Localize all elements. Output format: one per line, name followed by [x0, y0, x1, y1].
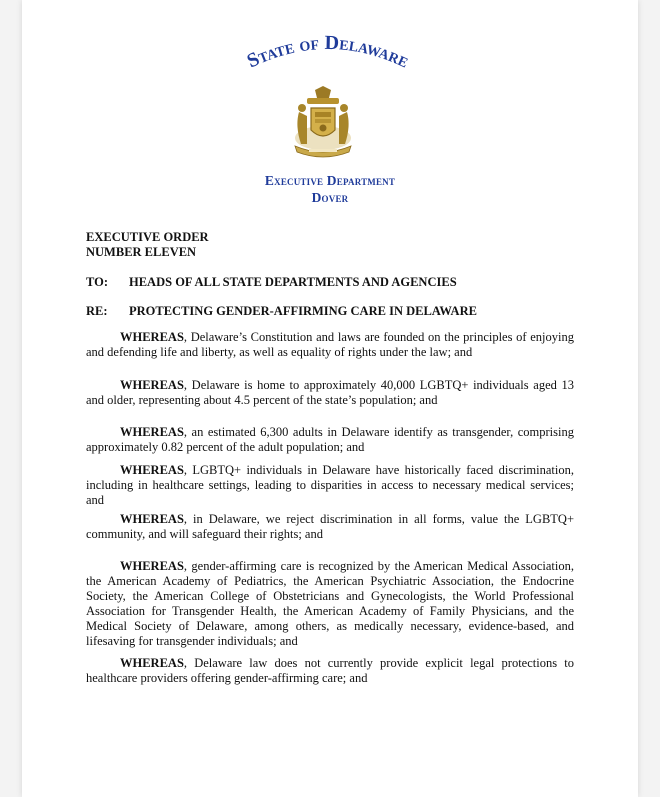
- whereas-text: , an estimated 6,300 adults in Delaware identify as transgender, comprising approximately 0.82 percent of the adult population; and: [86, 425, 574, 454]
- city-heading: Dover: [311, 190, 349, 205]
- whereas-lead: WHEREAS: [120, 330, 184, 344]
- re-label: RE:: [86, 304, 108, 318]
- whereas-lead: WHEREAS: [120, 378, 184, 392]
- whereas-lead: WHEREAS: [120, 425, 184, 439]
- whereas-paragraph: [86, 378, 574, 408]
- svg-text:State of Delaware: [244, 32, 413, 73]
- state-title: [208, 18, 448, 88]
- whereas-text: , Delaware is home to approximately 40,000 LGBTQ+ individuals aged 13 and older, representing about 4.5 percent of the state’s population; and: [86, 378, 574, 407]
- whereas-paragraph: [86, 656, 574, 686]
- whereas-paragraph: [86, 330, 574, 360]
- whereas-paragraph: [86, 512, 574, 542]
- executive-department-heading: Executive Department: [264, 173, 396, 188]
- to-line: [86, 275, 457, 290]
- whereas-lead: WHEREAS: [120, 512, 184, 526]
- whereas-text: , Delaware’s Constitution and laws are founded on the principles of enjoying and defending life and liberty, as well as equality of rights under the law; and: [86, 330, 574, 359]
- whereas-text: , gender-affirming care is recognized by the American Medical Association, the American Academy of Pediatrics, the American Psychiatric Association, the Endocrine Society, the American College of Obstetricians and Gynecologists, the World Professional Association for Transgender Health, the American Academy of Family Physicians, and the Medical Society of Delaware, among others, as medically necessary, evidence-based, and lifesaving for transgender individuals; and: [86, 559, 574, 648]
- whereas-paragraph: [86, 425, 574, 455]
- whereas-text: , in Delaware, we reject discrimination in all forms, value the LGBTQ+ community, and will safeguard their rights; and: [86, 512, 574, 541]
- whereas-text: , LGBTQ+ individuals in Delaware have historically faced discrimination, including in healthcare settings, leading to disparities in access to necessary medical services; and: [86, 463, 574, 507]
- to-value: HEADS OF ALL STATE DEPARTMENTS AND AGENCIES: [129, 275, 457, 289]
- whereas-paragraph: [86, 559, 574, 649]
- re-line: [86, 304, 477, 319]
- whereas-text: , Delaware law does not currently provide explicit legal protections to healthcare providers offering gender-affirming care; and: [86, 656, 574, 685]
- whereas-lead: WHEREAS: [120, 463, 184, 477]
- delaware-seal-icon: [285, 86, 361, 162]
- re-value: PROTECTING GENDER-AFFIRMING CARE IN DELAWARE: [129, 304, 477, 318]
- whereas-lead: WHEREAS: [120, 559, 184, 573]
- executive-order-label: EXECUTIVE ORDER: [86, 230, 209, 244]
- executive-order-number: NUMBER ELEVEN: [86, 245, 197, 259]
- state-title-text: State of Delaware: [243, 31, 413, 73]
- whereas-paragraph: [86, 463, 574, 508]
- to-label: TO:: [86, 275, 108, 289]
- whereas-lead: WHEREAS: [120, 656, 184, 670]
